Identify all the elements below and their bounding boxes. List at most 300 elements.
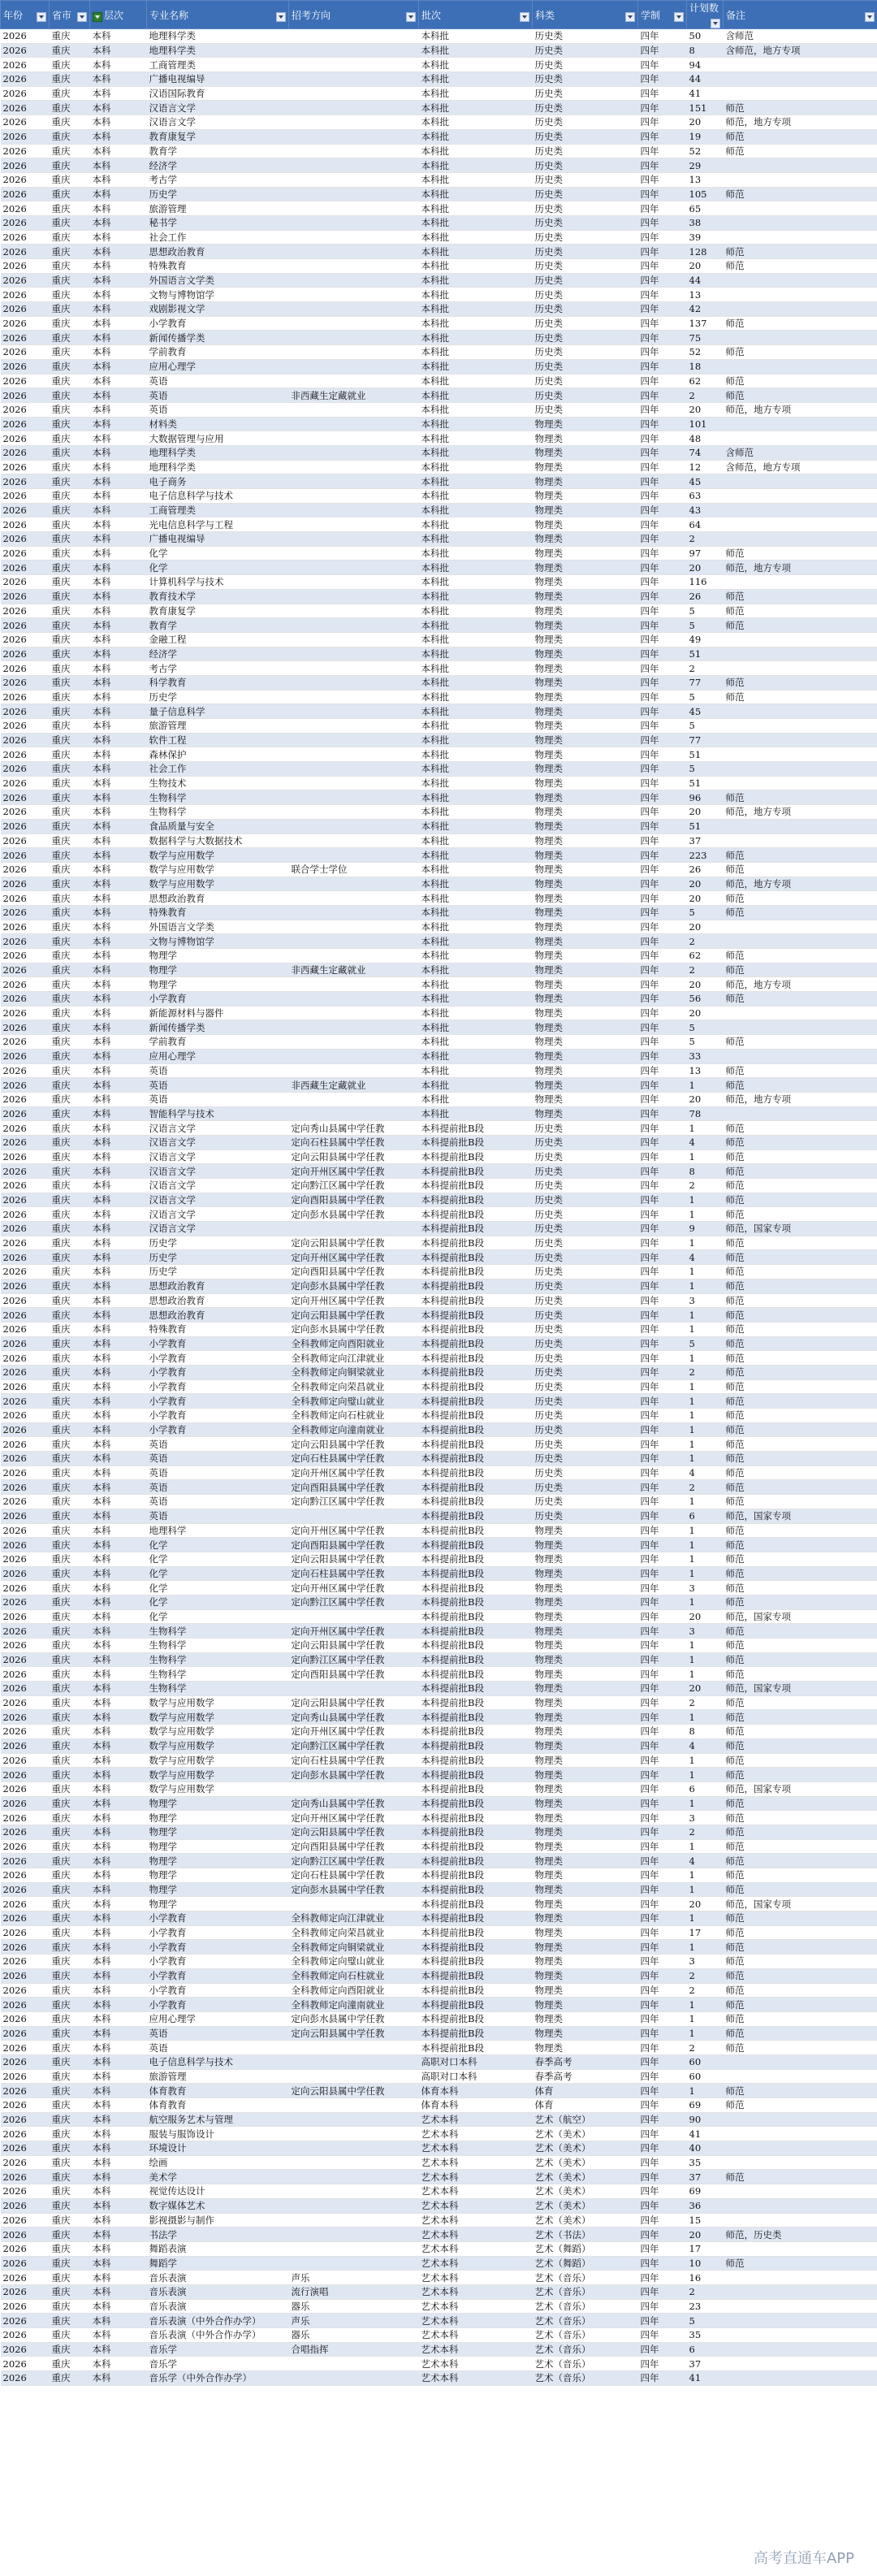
cell-major[interactable]: 环境设计: [147, 2141, 289, 2156]
cell-direction[interactable]: [289, 2141, 419, 2156]
cell-category[interactable]: 艺术（音乐）: [533, 2328, 638, 2343]
cell-level[interactable]: 本科: [90, 1452, 147, 1466]
cell-year[interactable]: 2026: [1, 374, 50, 388]
cell-duration[interactable]: 四年: [638, 1236, 687, 1250]
cell-direction[interactable]: 联合学士学位: [289, 862, 419, 877]
cell-year[interactable]: 2026: [1, 963, 50, 977]
cell-direction[interactable]: [289, 532, 419, 547]
cell-batch[interactable]: 本科批: [419, 58, 533, 72]
cell-direction[interactable]: 定向酉阳县属中学任教: [289, 1480, 419, 1495]
cell-level[interactable]: 本科: [90, 2184, 147, 2199]
cell-plan-count[interactable]: 20: [687, 2227, 724, 2242]
cell-batch[interactable]: 本科批: [419, 690, 533, 704]
cell-level[interactable]: 本科: [90, 963, 147, 977]
cell-duration[interactable]: 四年: [638, 1609, 687, 1624]
cell-notes[interactable]: [724, 2069, 877, 2084]
cell-plan-count[interactable]: 65: [687, 201, 724, 216]
cell-year[interactable]: 2026: [1, 29, 50, 44]
cell-batch[interactable]: 本科提前批B段: [419, 1322, 533, 1336]
cell-year[interactable]: 2026: [1, 402, 50, 417]
cell-duration[interactable]: 四年: [638, 2227, 687, 2242]
cell-direction[interactable]: 定向酉阳县属中学任教: [289, 1193, 419, 1207]
cell-level[interactable]: 本科: [90, 1222, 147, 1236]
cell-notes[interactable]: 含师范: [724, 29, 877, 44]
cell-level[interactable]: 本科: [90, 1940, 147, 1955]
cell-province[interactable]: 重庆: [50, 762, 90, 777]
cell-year[interactable]: 2026: [1, 1121, 50, 1136]
cell-direction[interactable]: [289, 201, 419, 216]
cell-direction[interactable]: 定向开州区属中学任教: [289, 1725, 419, 1739]
cell-level[interactable]: 本科: [90, 172, 147, 187]
cell-province[interactable]: 重庆: [50, 1538, 90, 1552]
cell-category[interactable]: 物理类: [533, 1854, 638, 1868]
cell-notes[interactable]: 师范: [724, 604, 877, 618]
cell-province[interactable]: 重庆: [50, 1695, 90, 1710]
cell-duration[interactable]: 四年: [638, 1394, 687, 1409]
cell-plan-count[interactable]: 1: [687, 1868, 724, 1883]
cell-category[interactable]: 体育: [533, 2098, 638, 2113]
cell-plan-count[interactable]: 20: [687, 115, 724, 130]
cell-level[interactable]: 本科: [90, 331, 147, 345]
cell-level[interactable]: 本科: [90, 1667, 147, 1682]
cell-province[interactable]: 重庆: [50, 604, 90, 618]
cell-category[interactable]: 物理类: [533, 1925, 638, 1940]
cell-level[interactable]: 本科: [90, 1682, 147, 1696]
cell-major[interactable]: 物理学: [147, 1854, 289, 1868]
cell-province[interactable]: 重庆: [50, 2342, 90, 2357]
cell-batch[interactable]: 本科提前批B段: [419, 1293, 533, 1308]
cell-major[interactable]: 生物科学: [147, 790, 289, 805]
cell-duration[interactable]: 四年: [638, 1049, 687, 1063]
cell-plan-count[interactable]: 1: [687, 1552, 724, 1566]
cell-duration[interactable]: 四年: [638, 1811, 687, 1825]
cell-year[interactable]: 2026: [1, 2026, 50, 2041]
cell-plan-count[interactable]: 1: [687, 1265, 724, 1279]
cell-level[interactable]: 本科: [90, 1121, 147, 1136]
cell-duration[interactable]: 四年: [638, 632, 687, 647]
cell-year[interactable]: 2026: [1, 43, 50, 58]
cell-direction[interactable]: 全科教师定向潼南就业: [289, 1422, 419, 1437]
cell-province[interactable]: 重庆: [50, 589, 90, 604]
cell-major[interactable]: 工商管理类: [147, 58, 289, 72]
cell-category[interactable]: 物理类: [533, 589, 638, 604]
cell-category[interactable]: 物理类: [533, 1523, 638, 1538]
cell-direction[interactable]: 定向黔江区属中学任教: [289, 1738, 419, 1753]
cell-province[interactable]: 重庆: [50, 2299, 90, 2314]
cell-category[interactable]: 物理类: [533, 1998, 638, 2012]
cell-duration[interactable]: 四年: [638, 474, 687, 489]
cell-direction[interactable]: [289, 259, 419, 274]
cell-year[interactable]: 2026: [1, 1351, 50, 1366]
cell-year[interactable]: 2026: [1, 2127, 50, 2141]
cell-plan-count[interactable]: 49: [687, 632, 724, 647]
cell-duration[interactable]: 四年: [638, 733, 687, 747]
cell-province[interactable]: 重庆: [50, 1049, 90, 1063]
cell-level[interactable]: 本科: [90, 1365, 147, 1379]
cell-direction[interactable]: 全科教师定向荣昌就业: [289, 1379, 419, 1394]
cell-level[interactable]: 本科: [90, 1983, 147, 1998]
cell-province[interactable]: 重庆: [50, 546, 90, 561]
cell-major[interactable]: 经济学: [147, 647, 289, 661]
cell-duration[interactable]: 四年: [638, 1409, 687, 1423]
cell-plan-count[interactable]: 4: [687, 1466, 724, 1480]
cell-duration[interactable]: 四年: [638, 1279, 687, 1293]
cell-major[interactable]: 生物科学: [147, 1667, 289, 1682]
cell-direction[interactable]: [289, 647, 419, 661]
cell-batch[interactable]: 本科提前批B段: [419, 1725, 533, 1739]
cell-direction[interactable]: [289, 2069, 419, 2084]
cell-major[interactable]: 历史学: [147, 690, 289, 704]
cell-plan-count[interactable]: 8: [687, 43, 724, 58]
cell-level[interactable]: 本科: [90, 2141, 147, 2156]
cell-duration[interactable]: 四年: [638, 1078, 687, 1093]
cell-province[interactable]: 重庆: [50, 1106, 90, 1121]
cell-year[interactable]: 2026: [1, 632, 50, 647]
cell-major[interactable]: 物理学: [147, 1796, 289, 1811]
cell-category[interactable]: 艺术（美术）: [533, 2198, 638, 2213]
cell-batch[interactable]: 本科提前批B段: [419, 1652, 533, 1667]
cell-batch[interactable]: 本科批: [419, 259, 533, 274]
cell-category[interactable]: 物理类: [533, 1968, 638, 1983]
cell-duration[interactable]: 四年: [638, 1509, 687, 1523]
cell-notes[interactable]: [724, 920, 877, 934]
cell-batch[interactable]: 艺术本科: [419, 2357, 533, 2371]
cell-direction[interactable]: [289, 719, 419, 734]
cell-plan-count[interactable]: 1: [687, 1193, 724, 1207]
cell-year[interactable]: 2026: [1, 719, 50, 734]
cell-batch[interactable]: 体育本科: [419, 2084, 533, 2098]
cell-category[interactable]: 历史类: [533, 388, 638, 403]
cell-province[interactable]: 重庆: [50, 719, 90, 734]
cell-batch[interactable]: 本科提前批B段: [419, 1581, 533, 1595]
cell-plan-count[interactable]: 1: [687, 1667, 724, 1682]
cell-notes[interactable]: [724, 632, 877, 647]
cell-year[interactable]: 2026: [1, 431, 50, 446]
cell-major[interactable]: 音乐学（中外合作办学）: [147, 2371, 289, 2386]
cell-year[interactable]: 2026: [1, 2112, 50, 2127]
cell-direction[interactable]: [289, 819, 419, 833]
cell-category[interactable]: 物理类: [533, 632, 638, 647]
cell-direction[interactable]: 定向云阳县属中学任教: [289, 2026, 419, 2041]
cell-notes[interactable]: 师范，国家专项: [724, 1509, 877, 1523]
cell-category[interactable]: 历史类: [533, 259, 638, 274]
cell-duration[interactable]: 四年: [638, 762, 687, 777]
cell-level[interactable]: 本科: [90, 1768, 147, 1782]
cell-duration[interactable]: 四年: [638, 1725, 687, 1739]
cell-year[interactable]: 2026: [1, 331, 50, 345]
cell-major[interactable]: 汉语言文学: [147, 1179, 289, 1193]
cell-level[interactable]: 本科: [90, 503, 147, 517]
cell-notes[interactable]: [724, 86, 877, 101]
cell-year[interactable]: 2026: [1, 2342, 50, 2357]
cell-level[interactable]: 本科: [90, 445, 147, 460]
cell-plan-count[interactable]: 1: [687, 1422, 724, 1437]
cell-notes[interactable]: [724, 2342, 877, 2357]
cell-duration[interactable]: 四年: [638, 776, 687, 790]
cell-level[interactable]: 本科: [90, 1394, 147, 1409]
cell-duration[interactable]: 四年: [638, 1265, 687, 1279]
cell-level[interactable]: 本科: [90, 345, 147, 360]
cell-level[interactable]: 本科: [90, 1811, 147, 1825]
cell-direction[interactable]: 定向石柱县属中学任教: [289, 1566, 419, 1581]
cell-level[interactable]: 本科: [90, 2011, 147, 2026]
cell-batch[interactable]: 本科提前批B段: [419, 1854, 533, 1868]
cell-plan-count[interactable]: 45: [687, 474, 724, 489]
cell-plan-count[interactable]: 37: [687, 833, 724, 848]
cell-batch[interactable]: 本科提前批B段: [419, 1265, 533, 1279]
cell-category[interactable]: 物理类: [533, 1811, 638, 1825]
cell-plan-count[interactable]: 48: [687, 431, 724, 446]
cell-year[interactable]: 2026: [1, 2098, 50, 2113]
cell-plan-count[interactable]: 13: [687, 288, 724, 302]
cell-province[interactable]: 重庆: [50, 2170, 90, 2184]
cell-category[interactable]: 物理类: [533, 1882, 638, 1897]
cell-duration[interactable]: 四年: [638, 43, 687, 58]
cell-major[interactable]: 学前教育: [147, 345, 289, 360]
cell-batch[interactable]: 本科批: [419, 632, 533, 647]
cell-year[interactable]: 2026: [1, 2011, 50, 2026]
cell-batch[interactable]: 艺术本科: [419, 2198, 533, 2213]
cell-direction[interactable]: [289, 2054, 419, 2069]
cell-direction[interactable]: [289, 561, 419, 575]
cell-notes[interactable]: 师范: [724, 1983, 877, 1998]
cell-province[interactable]: 重庆: [50, 2256, 90, 2271]
cell-level[interactable]: 本科: [90, 1595, 147, 1609]
cell-major[interactable]: 汉语言文学: [147, 101, 289, 115]
cell-category[interactable]: 艺术（美术）: [533, 2170, 638, 2184]
cell-batch[interactable]: 本科批: [419, 172, 533, 187]
cell-major[interactable]: 思想政治教育: [147, 1308, 289, 1323]
cell-major[interactable]: 思想政治教育: [147, 891, 289, 906]
cell-plan-count[interactable]: 17: [687, 1925, 724, 1940]
cell-major[interactable]: 材料类: [147, 417, 289, 431]
cell-level[interactable]: 本科: [90, 402, 147, 417]
cell-province[interactable]: 重庆: [50, 2284, 90, 2299]
cell-batch[interactable]: 本科提前批B段: [419, 1768, 533, 1782]
cell-batch[interactable]: 艺术本科: [419, 2227, 533, 2242]
cell-year[interactable]: 2026: [1, 819, 50, 833]
cell-level[interactable]: 本科: [90, 546, 147, 561]
cell-major[interactable]: 新闻传播学类: [147, 331, 289, 345]
cell-year[interactable]: 2026: [1, 1322, 50, 1336]
cell-major[interactable]: 历史学: [147, 1236, 289, 1250]
cell-level[interactable]: 本科: [90, 288, 147, 302]
cell-plan-count[interactable]: 13: [687, 172, 724, 187]
cell-level[interactable]: 本科: [90, 2227, 147, 2242]
cell-notes[interactable]: 师范: [724, 101, 877, 115]
cell-notes[interactable]: 师范: [724, 1955, 877, 1969]
cell-year[interactable]: 2026: [1, 704, 50, 719]
cell-notes[interactable]: [724, 2314, 877, 2328]
cell-major[interactable]: 广播电视编导: [147, 72, 289, 87]
cell-level[interactable]: 本科: [90, 1725, 147, 1739]
cell-category[interactable]: 物理类: [533, 675, 638, 690]
cell-level[interactable]: 本科: [90, 805, 147, 820]
cell-notes[interactable]: 师范: [724, 1466, 877, 1480]
cell-year[interactable]: 2026: [1, 1955, 50, 1969]
cell-notes[interactable]: 师范，地方专项: [724, 561, 877, 575]
cell-duration[interactable]: 四年: [638, 1222, 687, 1236]
cell-plan-count[interactable]: 2: [687, 1695, 724, 1710]
cell-category[interactable]: 历史类: [533, 129, 638, 144]
cell-plan-count[interactable]: 20: [687, 1006, 724, 1020]
cell-direction[interactable]: [289, 2227, 419, 2242]
cell-province[interactable]: 重庆: [50, 215, 90, 230]
cell-batch[interactable]: 本科提前批B段: [419, 1782, 533, 1796]
cell-major[interactable]: 物理学: [147, 977, 289, 992]
cell-notes[interactable]: 师范: [724, 2170, 877, 2184]
cell-direction[interactable]: [289, 920, 419, 934]
cell-duration[interactable]: 四年: [638, 2314, 687, 2328]
cell-direction[interactable]: 定向开州区属中学任教: [289, 1523, 419, 1538]
cell-category[interactable]: 物理类: [533, 661, 638, 676]
cell-level[interactable]: 本科: [90, 1063, 147, 1078]
cell-batch[interactable]: 本科批: [419, 977, 533, 992]
cell-notes[interactable]: 师范: [724, 2256, 877, 2271]
cell-year[interactable]: 2026: [1, 417, 50, 431]
cell-year[interactable]: 2026: [1, 1667, 50, 1682]
cell-province[interactable]: 重庆: [50, 1523, 90, 1538]
cell-duration[interactable]: 四年: [638, 517, 687, 532]
cell-plan-count[interactable]: 137: [687, 316, 724, 331]
cell-category[interactable]: 历史类: [533, 1236, 638, 1250]
cell-duration[interactable]: 四年: [638, 1365, 687, 1379]
cell-major[interactable]: 小学教育: [147, 316, 289, 331]
cell-level[interactable]: 本科: [90, 1552, 147, 1566]
cell-direction[interactable]: [289, 690, 419, 704]
cell-plan-count[interactable]: 5: [687, 604, 724, 618]
cell-province[interactable]: 重庆: [50, 1639, 90, 1653]
cell-level[interactable]: 本科: [90, 1839, 147, 1854]
cell-duration[interactable]: 四年: [638, 2328, 687, 2343]
cell-plan-count[interactable]: 1: [687, 1523, 724, 1538]
cell-notes[interactable]: 师范: [724, 1078, 877, 1093]
cell-province[interactable]: 重庆: [50, 460, 90, 474]
cell-level[interactable]: 本科: [90, 1336, 147, 1351]
cell-duration[interactable]: 四年: [638, 1983, 687, 1998]
cell-duration[interactable]: 四年: [638, 1882, 687, 1897]
cell-province[interactable]: 重庆: [50, 158, 90, 173]
cell-year[interactable]: 2026: [1, 1509, 50, 1523]
cell-province[interactable]: 重庆: [50, 1595, 90, 1609]
cell-category[interactable]: 物理类: [533, 1955, 638, 1969]
cell-batch[interactable]: 本科批: [419, 1049, 533, 1063]
cell-category[interactable]: 艺术（航空）: [533, 2112, 638, 2127]
cell-major[interactable]: 汉语言文学: [147, 1222, 289, 1236]
cell-batch[interactable]: 本科批: [419, 345, 533, 360]
cell-duration[interactable]: 四年: [638, 1135, 687, 1149]
cell-batch[interactable]: 本科批: [419, 819, 533, 833]
cell-category[interactable]: 物理类: [533, 1868, 638, 1883]
cell-category[interactable]: 物理类: [533, 992, 638, 1007]
cell-year[interactable]: 2026: [1, 489, 50, 504]
cell-province[interactable]: 重庆: [50, 58, 90, 72]
cell-level[interactable]: 本科: [90, 215, 147, 230]
cell-category[interactable]: 物理类: [533, 733, 638, 747]
cell-direction[interactable]: [289, 230, 419, 245]
cell-notes[interactable]: [724, 1049, 877, 1063]
cell-duration[interactable]: 四年: [638, 2342, 687, 2357]
cell-year[interactable]: 2026: [1, 2213, 50, 2227]
cell-category[interactable]: 物理类: [533, 604, 638, 618]
cell-notes[interactable]: 师范: [724, 1768, 877, 1782]
cell-category[interactable]: 物理类: [533, 1538, 638, 1552]
cell-batch[interactable]: 本科批: [419, 604, 533, 618]
cell-batch[interactable]: 艺术本科: [419, 2271, 533, 2285]
cell-plan-count[interactable]: 6: [687, 1782, 724, 1796]
cell-major[interactable]: 服装与服饰设计: [147, 2127, 289, 2141]
cell-level[interactable]: 本科: [90, 2098, 147, 2113]
cell-batch[interactable]: 本科提前批B段: [419, 1998, 533, 2012]
filter-dropdown-icon[interactable]: [865, 12, 875, 22]
cell-category[interactable]: 艺术（音乐）: [533, 2284, 638, 2299]
cell-major[interactable]: 生物科学: [147, 805, 289, 820]
filter-dropdown-icon[interactable]: [711, 19, 720, 28]
cell-major[interactable]: 地理科学: [147, 1523, 289, 1538]
cell-province[interactable]: 重庆: [50, 561, 90, 575]
cell-batch[interactable]: 本科提前批B段: [419, 1955, 533, 1969]
cell-batch[interactable]: 本科批: [419, 445, 533, 460]
cell-direction[interactable]: [289, 101, 419, 115]
cell-level[interactable]: 本科: [90, 1523, 147, 1538]
cell-direction[interactable]: [289, 302, 419, 317]
cell-level[interactable]: 本科: [90, 1609, 147, 1624]
cell-province[interactable]: 重庆: [50, 2054, 90, 2069]
cell-level[interactable]: 本科: [90, 1509, 147, 1523]
cell-major[interactable]: 物理学: [147, 963, 289, 977]
cell-level[interactable]: 本科: [90, 1897, 147, 1911]
cell-province[interactable]: 重庆: [50, 1998, 90, 2012]
cell-year[interactable]: 2026: [1, 230, 50, 245]
cell-province[interactable]: 重庆: [50, 101, 90, 115]
cell-batch[interactable]: 本科批: [419, 359, 533, 374]
cell-notes[interactable]: 师范: [724, 388, 877, 403]
cell-province[interactable]: 重庆: [50, 1897, 90, 1911]
cell-direction[interactable]: [289, 460, 419, 474]
cell-major[interactable]: 英语: [147, 1078, 289, 1093]
cell-level[interactable]: 本科: [90, 2155, 147, 2170]
cell-province[interactable]: 重庆: [50, 302, 90, 317]
filter-dropdown-icon[interactable]: [625, 12, 635, 22]
cell-major[interactable]: 小学教育: [147, 1925, 289, 1940]
cell-direction[interactable]: 全科教师定向铜梁就业: [289, 1940, 419, 1955]
cell-duration[interactable]: 四年: [638, 2011, 687, 2026]
cell-category[interactable]: 物理类: [533, 747, 638, 762]
cell-province[interactable]: 重庆: [50, 517, 90, 532]
cell-level[interactable]: 本科: [90, 1624, 147, 1639]
cell-province[interactable]: 重庆: [50, 805, 90, 820]
cell-notes[interactable]: 含师范，地方专项: [724, 43, 877, 58]
cell-category[interactable]: 物理类: [533, 776, 638, 790]
cell-level[interactable]: 本科: [90, 230, 147, 245]
cell-direction[interactable]: [289, 675, 419, 690]
cell-plan-count[interactable]: 39: [687, 230, 724, 245]
cell-category[interactable]: 物理类: [533, 489, 638, 504]
cell-category[interactable]: 物理类: [533, 1983, 638, 1998]
cell-major[interactable]: 物理学: [147, 1839, 289, 1854]
cell-notes[interactable]: 师范: [724, 1738, 877, 1753]
cell-province[interactable]: 重庆: [50, 1624, 90, 1639]
cell-level[interactable]: 本科: [90, 2026, 147, 2041]
cell-duration[interactable]: 四年: [638, 1179, 687, 1193]
cell-province[interactable]: 重庆: [50, 1738, 90, 1753]
cell-duration[interactable]: 四年: [638, 58, 687, 72]
cell-province[interactable]: 重庆: [50, 417, 90, 431]
cell-direction[interactable]: 定向云阳县属中学任教: [289, 1639, 419, 1653]
cell-category[interactable]: 历史类: [533, 302, 638, 317]
cell-category[interactable]: 历史类: [533, 158, 638, 173]
cell-direction[interactable]: 器乐: [289, 2299, 419, 2314]
